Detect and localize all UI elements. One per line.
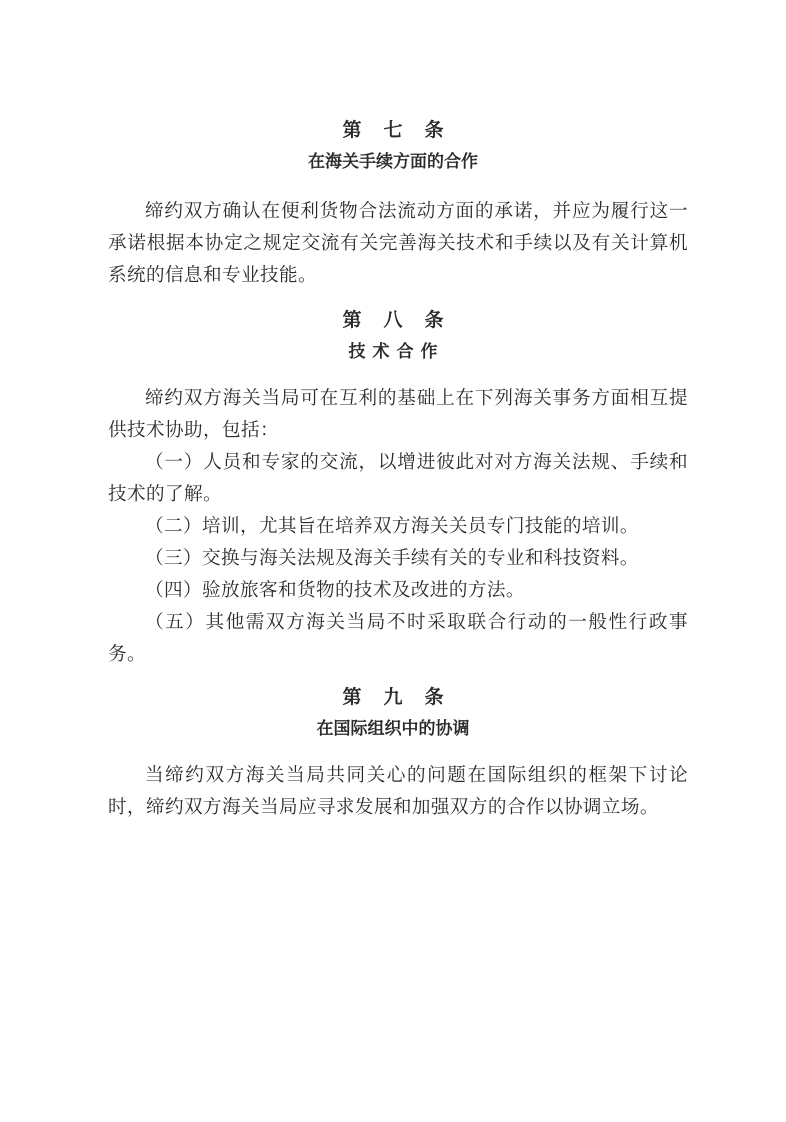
article-9-number: 第九条 <box>342 686 466 708</box>
article-8-item-5: （五）其他需双方海关当局不时采取联合行动的一般性行政事务。 <box>108 612 688 665</box>
article-9-title: 在国际组织中的协调 <box>316 719 470 739</box>
article-8-item-4: （四）验放旅客和货物的技术及改进的方法。 <box>145 580 525 601</box>
article-8-item-3: （三）交换与海关法规及海关手续有关的专业和科技资料。 <box>145 548 639 569</box>
article-7-number: 第七条 <box>342 119 466 141</box>
article-8-item-2: （二）培训，尤其旨在培养双方海关关员专门技能的培训。 <box>145 516 639 537</box>
article-8-intro-paragraph: 缔约双方海关当局可在互利的基础上在下列海关事务方面相互提供技术协助，包括： <box>108 388 688 441</box>
article-7-paragraph: 缔约双方确认在便利货物合法流动方面的承诺，并应为履行这一承诺根据本协定之规定交流有关完善海关技术和手续以及有关计算机系统的信息和专业技能。 <box>108 201 688 286</box>
article-7-title: 在海关手续方面的合作 <box>308 152 478 172</box>
article-8-item-1: （一）人员和专家的交流，以增进彼此对对方海关法规、手续和技术的了解。 <box>108 452 688 505</box>
article-8-number: 第八条 <box>342 309 466 331</box>
article-9-paragraph: 当缔约双方海关当局共同关心的问题在国际组织的框架下讨论时，缔约双方海关当局应寻求发展和加强双方的合作以协调立场。 <box>108 765 688 818</box>
article-8-title: 技术合作 <box>348 342 445 362</box>
